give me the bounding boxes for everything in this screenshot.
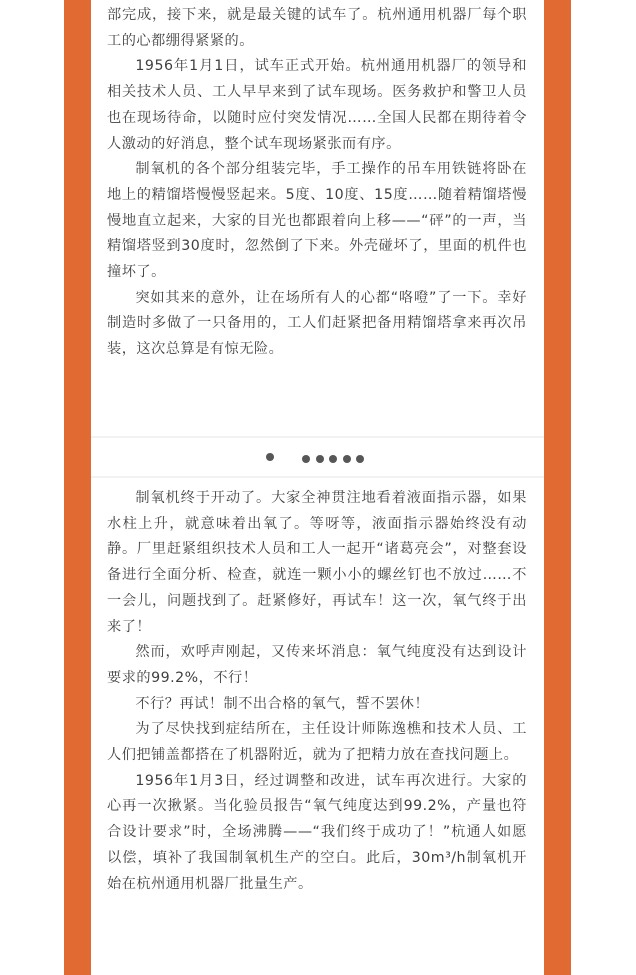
paragraph: 制氧机的各个部分组装完毕，手工操作的吊车用铁链将卧在地上的精馏塔慢慢竖起来。5度、10度、15度……随着精馏塔慢慢地直立起来，大家的目光也都跟着向上移——“砰”的一声，当精馏塔竖到30度时，忽然倒了下来。外壳碰坏了，里面的机件也撞坏了。 — [107, 161, 527, 281]
divider-line-top — [91, 436, 544, 438]
paragraph: 不行？再试！制不出合格的氧气，誓不罢休！ — [135, 695, 430, 712]
article-section-1 — [107, 3, 527, 363]
dot-divider — [266, 452, 365, 462]
left-orange-border — [64, 0, 91, 975]
paragraph: 1956年1月3日，经过调整和改进，试车再次进行。大家的心再一次揪紧。当化验员报告“氧气纯度达到99.2%，产量也符合设计要求”时，全场沸腾——“我们终于成功了！”杭通人如愿以偿，填补了我国制氧机生产的空白。此后，30m³/h制氧机开始在杭州通用机器厂批量生产。 — [107, 772, 527, 892]
paragraph: 1956年1月1日，试车正式开始。杭州通用机器厂的领导和相关技术人员、工人早早来到了试车现场。医务救护和警卫人员也在现场待命，以随时应付突发情况……全国人民都在期待着令人激动的好消息，整个试车现场紧张而有序。 — [107, 58, 527, 152]
divider-line-bottom — [91, 476, 544, 478]
dot-icon — [316, 455, 324, 463]
article-column — [91, 0, 544, 975]
dot-icon — [329, 455, 337, 463]
right-orange-border — [544, 0, 571, 975]
paragraph: 突如其来的意外，让在场所有人的心都“咯噔”了一下。幸好制造时多做了一只备用的，工人们赶紧把备用精馏塔拿来再次吊装，这次总算是有惊无险。 — [107, 289, 527, 358]
paragraph: 制氧机终于开动了。大家全神贯注地看着液面指示器，如果水柱上升，就意味着出氧了。等呀等，液面指示器始终没有动静。厂里赶紧组织技术人员和工人一起开“诸葛亮会”，对整套设备进行全面分析、检查，就连一颗小小的螺丝钉也不放过……不一会儿，问题找到了。赶紧修好，再试车！这一次，氧气终于出来了！ — [107, 490, 527, 635]
paragraph: 然而，欢呼声刚起，又传来坏消息：氧气纯度没有达到设计要求的99.2%，不行！ — [107, 644, 527, 686]
paragraph: 为了尽快找到症结所在，主任设计师陈逸樵和技术人员、工人们把铺盖都搭在了机器附近，就为了把精力放在查找问题上。 — [107, 721, 527, 764]
dot-icon — [302, 455, 310, 463]
dot-group — [302, 448, 365, 467]
dot-icon — [343, 455, 351, 463]
article-section-2 — [107, 486, 527, 897]
dot-icon — [266, 453, 274, 461]
dot-icon — [356, 455, 364, 463]
paragraph: 部完成，接下来，就是最关键的试车了。杭州通用机器厂每个职工的心都绷得紧紧的。 — [107, 7, 527, 49]
